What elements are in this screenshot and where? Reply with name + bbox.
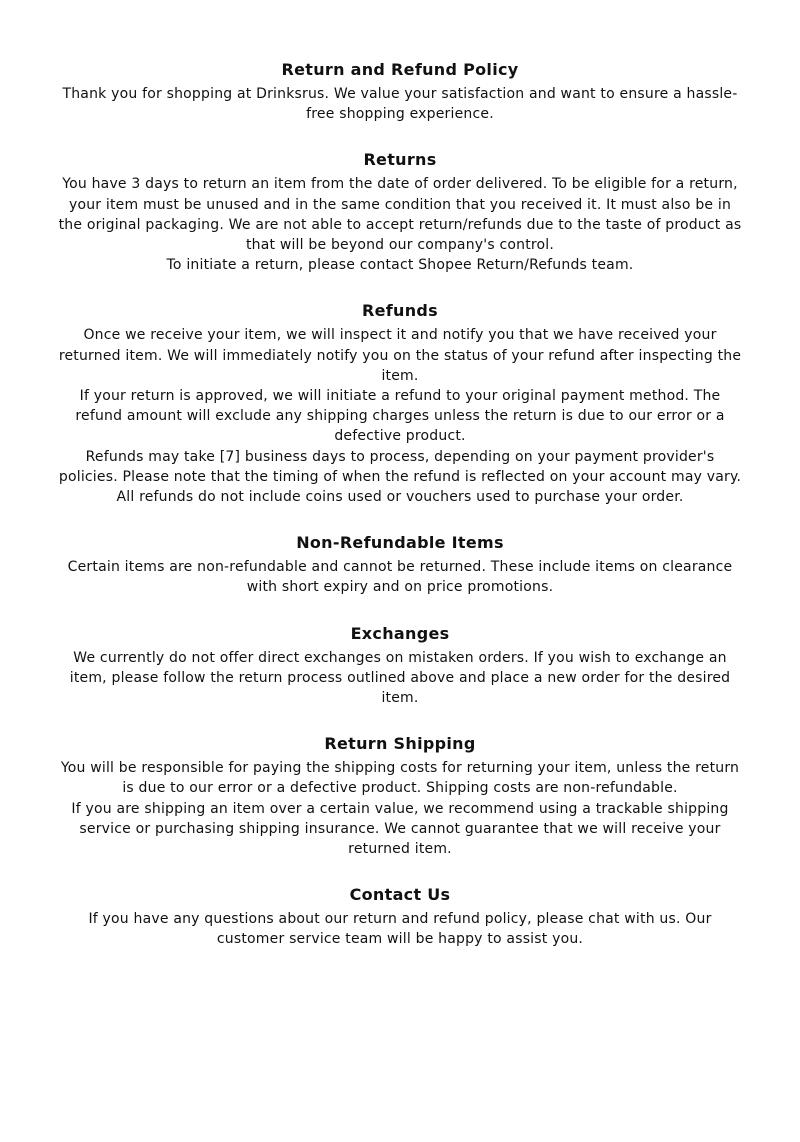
exchanges-heading: Exchanges (350, 623, 450, 643)
returns-paragraph: To initiate a return, please contact Shopee Return/Refunds team. (166, 257, 634, 274)
returns-heading: Returns (363, 150, 437, 170)
section-contact (55, 883, 745, 949)
section-returns (55, 148, 745, 275)
contact-paragraph: If you have any questions about our return and refund policy, please chat with us. Our customer service team will be happy to assist you. (88, 911, 712, 948)
section-exchanges (55, 622, 745, 709)
non-refundable-heading: Non-Refundable Items (296, 533, 504, 553)
exchanges-paragraph: We currently do not offer direct exchanges on mistaken orders. If you wish to exchange an item, please follow the return process outlined above and place a new order for the desired item. (69, 649, 731, 707)
contact-heading: Contact Us (349, 885, 451, 905)
refunds-heading: Refunds (362, 301, 438, 321)
section-intro (55, 58, 745, 124)
refunds-paragraph: If your return is approved, we will initiate a refund to your original payment method. The refund amount will exclude any shipping charges unless the return is due to our error or a defective product. (75, 388, 725, 445)
return-shipping-heading: Return Shipping (324, 734, 476, 754)
refunds-paragraph: Refunds may take [7] business days to process, depending on your payment provider's policies. Please note that the timing of when the refund is reflected on your account may vary. All refunds do not include coins used or vouchers used to purchase your order. (58, 448, 742, 506)
refunds-paragraph: Once we receive your item, we will inspect it and notify you that we have received your returned item. We will immediately notify you on the status of your refund after inspecting the item. (58, 327, 742, 384)
return-shipping-paragraph: If you are shipping an item over a certain value, we recommend using a trackable shipping service or purchasing shipping insurance. We cannot guarantee that we will receive your returned item. (71, 800, 729, 858)
intro-paragraph: Thank you for shopping at Drinksrus. We value your satisfaction and want to ensure a hassle-free shopping experience. (62, 86, 738, 123)
non-refundable-paragraph: Certain items are non-refundable and cannot be returned. These include items on clearance with short expiry and on price promotions. (67, 559, 733, 596)
section-return-shipping (55, 732, 745, 859)
page-title: Return and Refund Policy (281, 60, 519, 79)
section-non-refundable (55, 531, 745, 597)
section-refunds (55, 299, 745, 507)
return-shipping-paragraph: You will be responsible for paying the shipping costs for returning your item, unless the return is due to our error or a defective product. Shipping costs are non-refundable. (60, 760, 740, 797)
returns-paragraph: You have 3 days to return an item from the date of order delivered. To be eligible for a return, your item must be unused and in the same condition that you received it. It must also be in the original packaging. We are not able to accept return/refunds due to the taste of product as that will be beyond our company's control. (58, 176, 742, 254)
